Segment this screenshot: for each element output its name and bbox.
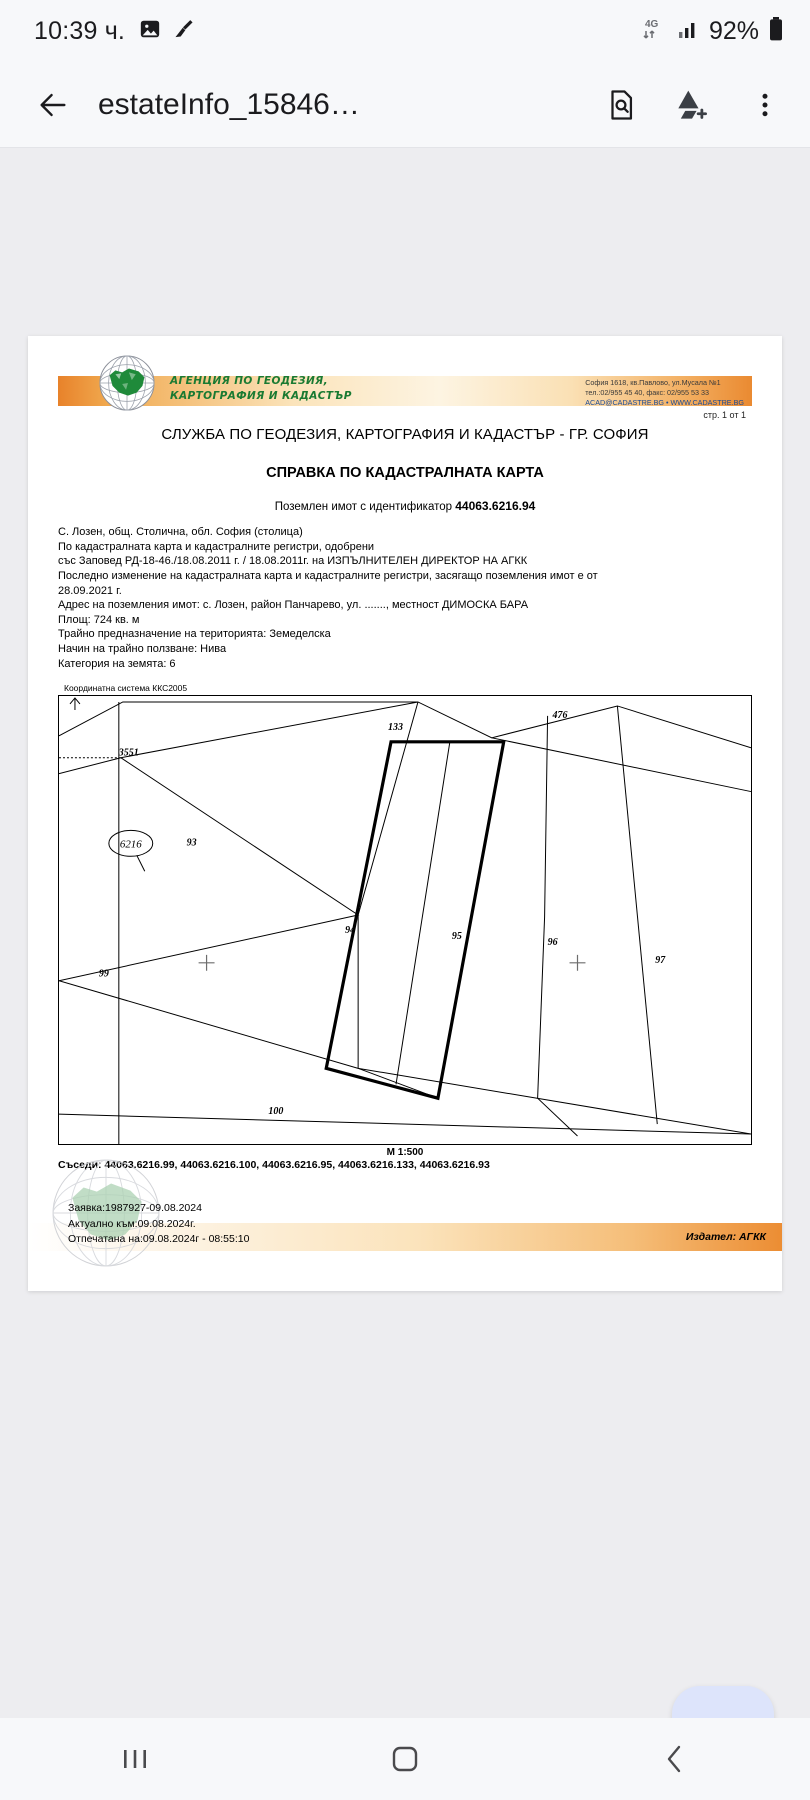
svg-text:95: 95 <box>451 931 462 943</box>
footer-current: Актуално към:09.08.2024г. <box>68 1217 196 1230</box>
svg-text:3551: 3551 <box>118 747 139 759</box>
footer-printed: Отпечатана на:09.08.2024г - 08:55:10 <box>68 1232 250 1245</box>
back-icon[interactable] <box>615 1729 735 1789</box>
detail-approved-1: По кадастралната карта и кадастралните регистри, одобрени <box>58 540 375 553</box>
agkk-globe-logo <box>96 354 158 412</box>
svg-text:4G: 4G <box>644 18 659 30</box>
detail-location: С. Лозен, общ. Столична, обл. София (столица) <box>58 526 303 538</box>
status-bar <box>0 0 810 62</box>
cadastral-map-area <box>58 683 752 1171</box>
svg-text:6216: 6216 <box>119 838 142 851</box>
cadastral-map[interactable] <box>58 695 752 1145</box>
document-page <box>28 336 782 1291</box>
page-number: стр. 1 от 1 <box>703 410 746 420</box>
agency-contact <box>585 378 744 408</box>
svg-text:99: 99 <box>98 969 109 980</box>
agency-name-line1: АГЕНЦИЯ ПО ГЕОДЕЗИЯ, <box>170 375 329 387</box>
battery-icon <box>768 16 784 47</box>
agency-name-line2: КАРТОГРАФИЯ И КАДАСТЪР <box>170 390 352 403</box>
map-scale: M 1:500 <box>386 1147 424 1159</box>
detail-lastchange-1: Последно изменение на кадастралната карта и кадастралните регистри, засягащо поземления имот е от <box>58 569 598 582</box>
back-button[interactable] <box>30 82 76 128</box>
pdf-viewer[interactable] <box>0 148 810 1644</box>
detail-purpose: Трайно предназначение на територията: Земеделска <box>58 628 331 641</box>
neighbours-label: Съседи: <box>58 1159 102 1172</box>
detail-address: Адрес на поземления имот: с. Лозен, район Панчарево, ул. ......., местност ДИМОСКА БАРА <box>58 599 529 612</box>
footer-publisher: Издател: АГКК <box>685 1231 766 1243</box>
document-heading: СПРАВКА ПО КАДАСТРАЛНАТА КАРТА <box>266 465 544 481</box>
toolbar-actions <box>598 82 788 128</box>
detail-approved-2: със Заповед РД-18-46./18.08.2011 г. / 18.08.2011г. на ИЗПЪЛНИТЕЛЕН ДИРЕКТОР НА АГКК <box>58 555 528 568</box>
identifier-line <box>58 499 752 513</box>
property-details <box>58 525 752 671</box>
svg-text:93: 93 <box>186 837 197 849</box>
identifier-label: Поземлен имот с идентификатор <box>274 501 453 513</box>
network-transfer-icon <box>641 16 667 47</box>
identifier-value: 44063.6216.94 <box>455 499 536 513</box>
detail-lastchange-2: 28.09.2021 г. <box>58 584 122 597</box>
battery-percentage: 92% <box>708 16 759 45</box>
system-navigation-bar <box>0 1718 810 1800</box>
add-to-drive-icon[interactable] <box>670 82 716 128</box>
document-title: estateInfo_15846… <box>98 87 360 121</box>
contact-address: София 1618, кв.Павлово, ул.Мусала №1 <box>585 378 721 387</box>
document-search-icon[interactable] <box>598 82 644 128</box>
status-time: 10:39 ч. <box>34 16 126 45</box>
detail-category: Категория на земята: 6 <box>58 657 176 670</box>
app-toolbar <box>0 62 810 148</box>
footer-info <box>68 1201 249 1247</box>
status-notification-icons <box>139 17 196 45</box>
svg-text:100: 100 <box>268 1106 284 1118</box>
svg-text:94: 94 <box>345 925 356 937</box>
signal-bars-icon <box>676 17 700 46</box>
svg-text:133: 133 <box>388 722 403 734</box>
status-right-cluster <box>641 16 784 47</box>
home-icon[interactable] <box>345 1729 465 1789</box>
recents-icon[interactable] <box>75 1729 195 1789</box>
svg-text:96: 96 <box>547 937 558 949</box>
letterhead <box>58 354 752 406</box>
contact-phone: тел.:02/955 45 40, факс: 02/955 53 33 <box>585 387 710 397</box>
detail-use: Начин на трайно ползване: Нива <box>58 643 227 655</box>
agency-name <box>170 374 352 404</box>
document-footer <box>28 1196 782 1291</box>
broom-icon <box>173 17 196 45</box>
coordinate-system-label: Координатна система ККС2005 <box>64 683 188 694</box>
svg-text:97: 97 <box>655 955 666 967</box>
svg-text:476: 476 <box>552 710 568 722</box>
detail-area: Площ: 724 кв. м <box>58 613 140 626</box>
overflow-menu-icon[interactable] <box>742 82 788 128</box>
neighbours-line <box>58 1159 752 1171</box>
neighbours-value: 44063.6216.99, 44063.6216.100, 44063.6216.95, 44063.6216.133, 44063.6216.93 <box>104 1159 490 1172</box>
footer-request: Заявка:1987927-09.08.2024 <box>68 1202 202 1215</box>
contact-web: ACAD@CADASTRE.BG • WWW.CADASTRE.BG <box>585 397 744 407</box>
office-title: СЛУЖБА ПО ГЕОДЕЗИЯ, КАРТОГРАФИЯ И КАДАСТЪР - ГР. СОФИЯ <box>161 426 649 443</box>
image-icon <box>139 18 161 45</box>
